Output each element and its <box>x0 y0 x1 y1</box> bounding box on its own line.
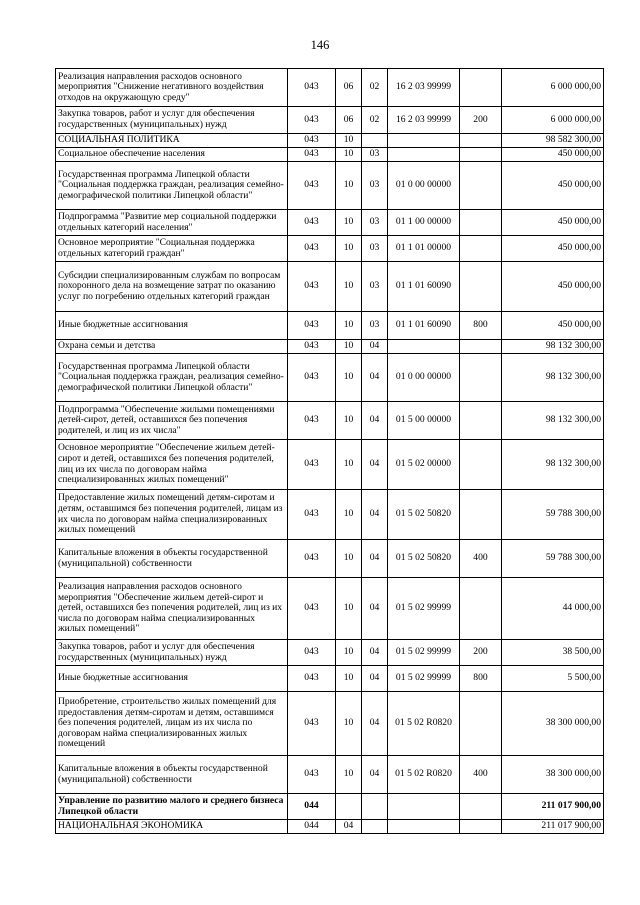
item-name-cell: Охрана семьи и детства <box>56 340 288 354</box>
subsection-code-cell <box>362 794 388 820</box>
expense-type-cell <box>460 440 502 490</box>
glav-code-cell: 043 <box>288 312 336 340</box>
target-article-cell: 01 0 00 00000 <box>388 162 460 210</box>
item-name-cell: Закупка товаров, работ и услуг для обеспечения государственных (муниципальных) нужд <box>56 640 288 666</box>
subsection-code-cell: 02 <box>362 69 388 107</box>
subsection-code-cell: 04 <box>362 340 388 354</box>
target-article-cell: 01 1 00 00000 <box>388 210 460 236</box>
table-row <box>56 692 604 756</box>
glav-code-cell: 043 <box>288 640 336 666</box>
expense-type-cell <box>460 148 502 162</box>
section-code-cell: 10 <box>336 692 362 756</box>
target-article-cell: 01 5 02 99999 <box>388 640 460 666</box>
section-code-cell: 10 <box>336 440 362 490</box>
glav-code-cell: 043 <box>288 756 336 794</box>
table-row <box>56 69 604 107</box>
amount-cell: 98 132 300,00 <box>502 340 604 354</box>
glav-code-cell: 044 <box>288 820 336 834</box>
expense-type-cell <box>460 210 502 236</box>
expense-type-cell <box>460 262 502 312</box>
section-code-cell: 10 <box>336 162 362 210</box>
amount-cell: 5 500,00 <box>502 666 604 692</box>
target-article-cell: 01 5 02 50820 <box>388 490 460 540</box>
glav-code-cell: 043 <box>288 107 336 134</box>
amount-cell: 450 000,00 <box>502 148 604 162</box>
item-name-cell: Капитальные вложения в объекты государственной (муниципальной) собственности <box>56 756 288 794</box>
expense-type-cell <box>460 162 502 210</box>
section-code-cell: 06 <box>336 107 362 134</box>
glav-code-cell: 043 <box>288 340 336 354</box>
glav-code-cell: 043 <box>288 490 336 540</box>
expense-type-cell <box>460 236 502 262</box>
table-row <box>56 540 604 578</box>
target-article-cell <box>388 820 460 834</box>
glav-code-cell: 043 <box>288 540 336 578</box>
expense-type-cell: 800 <box>460 666 502 692</box>
table-row <box>56 402 604 440</box>
target-article-cell: 01 5 02 R0820 <box>388 756 460 794</box>
target-article-cell <box>388 148 460 162</box>
subsection-code-cell: 04 <box>362 692 388 756</box>
item-name-cell: Социальное обеспечение населения <box>56 148 288 162</box>
table-row <box>56 107 604 134</box>
expense-type-cell: 200 <box>460 640 502 666</box>
amount-cell: 38 300 000,00 <box>502 756 604 794</box>
glav-code-cell: 043 <box>288 210 336 236</box>
expense-type-cell <box>460 794 502 820</box>
target-article-cell: 01 5 02 50820 <box>388 540 460 578</box>
subsection-code-cell: 03 <box>362 236 388 262</box>
table-row <box>56 666 604 692</box>
table-row <box>56 236 604 262</box>
table-row <box>56 440 604 490</box>
item-name-cell: Управление по развитию малого и среднего бизнеса Липецкой области <box>56 794 288 820</box>
expense-type-cell <box>460 69 502 107</box>
table-row <box>56 162 604 210</box>
glav-code-cell: 043 <box>288 69 336 107</box>
subsection-code-cell: 03 <box>362 210 388 236</box>
section-code-cell: 10 <box>336 402 362 440</box>
section-code-cell: 04 <box>336 820 362 834</box>
section-code-cell: 10 <box>336 340 362 354</box>
expense-type-cell: 800 <box>460 312 502 340</box>
section-code-cell: 10 <box>336 210 362 236</box>
target-article-cell: 01 5 00 00000 <box>388 402 460 440</box>
target-article-cell: 01 5 02 99999 <box>388 666 460 692</box>
glav-code-cell: 043 <box>288 236 336 262</box>
item-name-cell: Реализация направления расходов основного мероприятия "Обеспечение жильем детей-сирот и детей, оставшихся без попечения родителей, лиц из их числа по договорам найма специализированных жилых помещений" <box>56 578 288 640</box>
item-name-cell: Государственная программа Липецкой области "Социальная поддержка граждан, реализация семейно-демографической политики Липецкой области" <box>56 162 288 210</box>
glav-code-cell: 043 <box>288 692 336 756</box>
section-code-cell: 10 <box>336 666 362 692</box>
expense-type-cell: 400 <box>460 540 502 578</box>
budget-table <box>55 68 604 834</box>
glav-code-cell: 043 <box>288 134 336 148</box>
item-name-cell: Реализация направления расходов основного мероприятия "Снижение негативного воздействия отходов на окружающую среду" <box>56 69 288 107</box>
amount-cell: 450 000,00 <box>502 262 604 312</box>
section-code-cell: 06 <box>336 69 362 107</box>
section-code-cell: 10 <box>336 148 362 162</box>
table-row <box>56 756 604 794</box>
subsection-code-cell: 04 <box>362 578 388 640</box>
amount-cell: 98 582 300,00 <box>502 134 604 148</box>
section-code-cell: 10 <box>336 312 362 340</box>
amount-cell: 44 000,00 <box>502 578 604 640</box>
item-name-cell: СОЦИАЛЬНАЯ ПОЛИТИКА <box>56 134 288 148</box>
table-row <box>56 640 604 666</box>
glav-code-cell: 043 <box>288 578 336 640</box>
item-name-cell: Государственная программа Липецкой области "Социальная поддержка граждан, реализация семейно-демографической политики Липецкой области" <box>56 354 288 402</box>
amount-cell: 98 132 300,00 <box>502 354 604 402</box>
glav-code-cell: 044 <box>288 794 336 820</box>
item-name-cell: Предоставление жилых помещений детям-сиротам и детям, оставшимся без попечения родителей, лицам из их числа по договорам найма специализированных жилых помещений <box>56 490 288 540</box>
expense-type-cell <box>460 402 502 440</box>
amount-cell: 450 000,00 <box>502 236 604 262</box>
item-name-cell: Подпрограмма "Развитие мер социальной поддержки отдельных категорий населения" <box>56 210 288 236</box>
expense-type-cell <box>460 692 502 756</box>
glav-code-cell: 043 <box>288 262 336 312</box>
subsection-code-cell: 04 <box>362 354 388 402</box>
glav-code-cell: 043 <box>288 162 336 210</box>
subsection-code-cell: 03 <box>362 148 388 162</box>
glav-code-cell: 043 <box>288 148 336 162</box>
target-article-cell: 01 5 02 00000 <box>388 440 460 490</box>
section-code-cell: 10 <box>336 236 362 262</box>
glav-code-cell: 043 <box>288 440 336 490</box>
amount-cell: 98 132 300,00 <box>502 402 604 440</box>
table-row <box>56 148 604 162</box>
table-row <box>56 354 604 402</box>
amount-cell: 38 500,00 <box>502 640 604 666</box>
target-article-cell: 01 5 02 99999 <box>388 578 460 640</box>
subsection-code-cell: 04 <box>362 402 388 440</box>
expense-type-cell <box>460 340 502 354</box>
section-code-cell: 10 <box>336 354 362 402</box>
target-article-cell: 01 0 00 00000 <box>388 354 460 402</box>
target-article-cell: 01 1 01 60090 <box>388 262 460 312</box>
amount-cell: 211 017 900,00 <box>502 820 604 834</box>
target-article-cell: 16 2 03 99999 <box>388 69 460 107</box>
expense-type-cell <box>460 134 502 148</box>
expense-type-cell <box>460 820 502 834</box>
amount-cell: 6 000 000,00 <box>502 107 604 134</box>
section-code-cell: 10 <box>336 490 362 540</box>
table-row <box>56 490 604 540</box>
item-name-cell: Основное мероприятие "Социальная поддержка отдельных категорий граждан" <box>56 236 288 262</box>
glav-code-cell: 043 <box>288 354 336 402</box>
item-name-cell: Иные бюджетные ассигнования <box>56 312 288 340</box>
target-article-cell: 01 1 01 00000 <box>388 236 460 262</box>
amount-cell: 59 788 300,00 <box>502 490 604 540</box>
target-article-cell: 01 5 02 R0820 <box>388 692 460 756</box>
table-row <box>56 262 604 312</box>
amount-cell: 98 132 300,00 <box>502 440 604 490</box>
subsection-code-cell: 04 <box>362 640 388 666</box>
subsection-code-cell <box>362 134 388 148</box>
section-code-cell <box>336 794 362 820</box>
table-row <box>56 820 604 834</box>
table-row <box>56 578 604 640</box>
section-code-cell: 10 <box>336 540 362 578</box>
subsection-code-cell: 04 <box>362 490 388 540</box>
item-name-cell: Подпрограмма "Обеспечение жилыми помещениями детей-сирот, детей, оставшихся без попечения родителей, и лиц из их числа" <box>56 402 288 440</box>
amount-cell: 6 000 000,00 <box>502 69 604 107</box>
glav-code-cell: 043 <box>288 666 336 692</box>
amount-cell: 450 000,00 <box>502 210 604 236</box>
subsection-code-cell: 04 <box>362 540 388 578</box>
item-name-cell: Закупка товаров, работ и услуг для обеспечения государственных (муниципальных) нужд <box>56 107 288 134</box>
amount-cell: 38 300 000,00 <box>502 692 604 756</box>
target-article-cell <box>388 794 460 820</box>
glav-code-cell: 043 <box>288 402 336 440</box>
target-article-cell: 16 2 03 99999 <box>388 107 460 134</box>
subsection-code-cell: 04 <box>362 756 388 794</box>
subsection-code-cell: 04 <box>362 440 388 490</box>
expense-type-cell: 400 <box>460 756 502 794</box>
section-code-cell: 10 <box>336 262 362 312</box>
section-code-cell: 10 <box>336 640 362 666</box>
subsection-code-cell: 03 <box>362 312 388 340</box>
item-name-cell: Иные бюджетные ассигнования <box>56 666 288 692</box>
table-row <box>56 794 604 820</box>
expense-type-cell <box>460 490 502 540</box>
subsection-code-cell: 02 <box>362 107 388 134</box>
subsection-code-cell: 03 <box>362 262 388 312</box>
page-number: 146 <box>310 38 330 52</box>
item-name-cell: Приобретение, строительство жилых помещений для предоставления детям-сиротам и детям, оставшимся без попечения родителей, лицам из их числа по договорам найма специализированных жилых помещений <box>56 692 288 756</box>
expense-type-cell <box>460 578 502 640</box>
target-article-cell <box>388 134 460 148</box>
amount-cell: 450 000,00 <box>502 312 604 340</box>
table-row <box>56 134 604 148</box>
target-article-cell: 01 1 01 60090 <box>388 312 460 340</box>
section-code-cell: 10 <box>336 756 362 794</box>
amount-cell: 211 017 900,00 <box>502 794 604 820</box>
subsection-code-cell <box>362 820 388 834</box>
item-name-cell: Субсидии специализированным службам по вопросам похоронного дела на возмещение затрат по оказанию услуг по погребению отдельных категорий граждан <box>56 262 288 312</box>
amount-cell: 59 788 300,00 <box>502 540 604 578</box>
section-code-cell: 10 <box>336 578 362 640</box>
subsection-code-cell: 03 <box>362 162 388 210</box>
table-row <box>56 210 604 236</box>
item-name-cell: Основное мероприятие "Обеспечение жильем детей-сирот и детей, оставшихся без попечения родителей, лиц из их числа по договорам найма специализированных жилых помещений" <box>56 440 288 490</box>
expense-type-cell <box>460 354 502 402</box>
expense-type-cell: 200 <box>460 107 502 134</box>
item-name-cell: Капитальные вложения в объекты государственной (муниципальной) собственности <box>56 540 288 578</box>
item-name-cell: НАЦИОНАЛЬНАЯ ЭКОНОМИКА <box>56 820 288 834</box>
table-row <box>56 312 604 340</box>
subsection-code-cell: 04 <box>362 666 388 692</box>
amount-cell: 450 000,00 <box>502 162 604 210</box>
section-code-cell: 10 <box>336 134 362 148</box>
table-row <box>56 340 604 354</box>
target-article-cell <box>388 340 460 354</box>
